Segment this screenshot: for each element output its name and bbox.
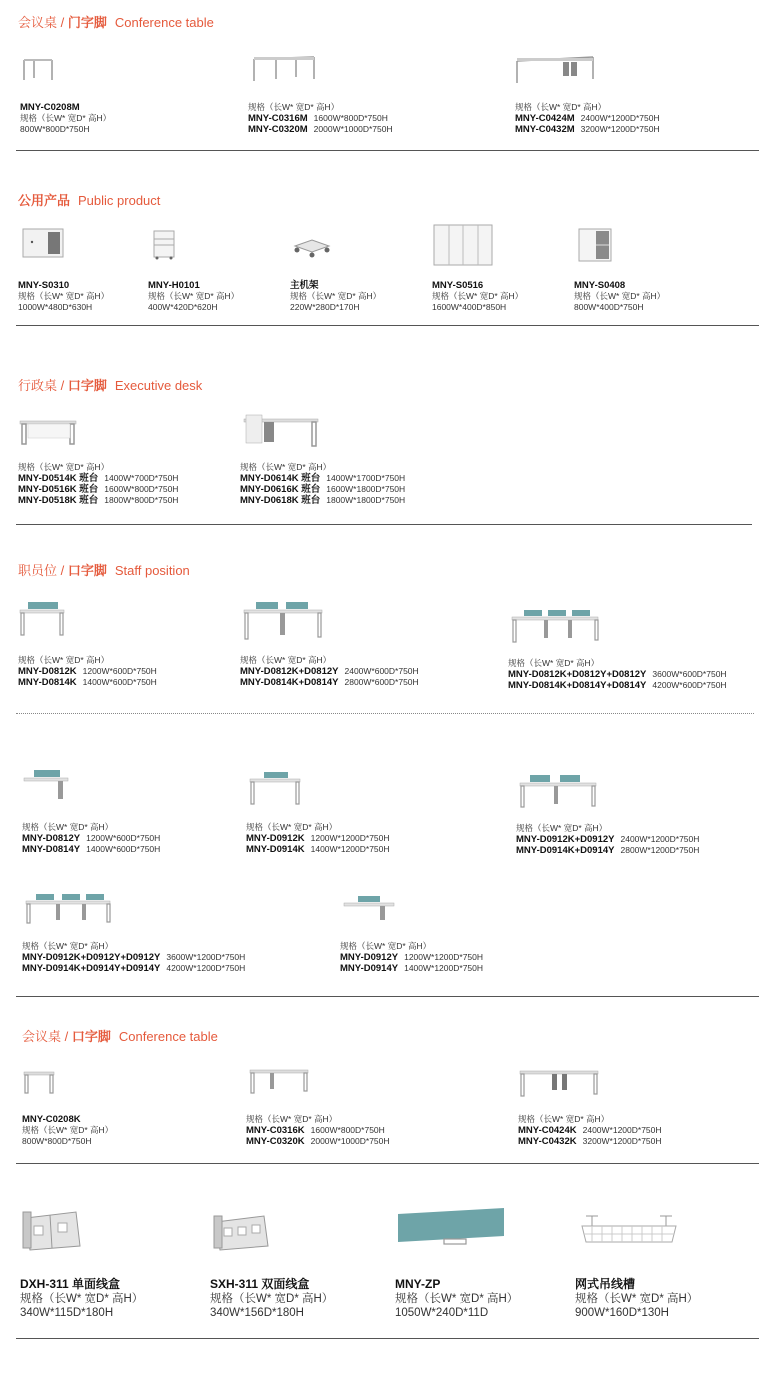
staff-desk-1200-double-image: [518, 773, 600, 809]
screen-panel-image: [396, 1206, 508, 1250]
product-s0408: MNY-S0408 规格（长W* 宽D* 高H） 800W*400D*750H: [574, 280, 666, 312]
double-cable-box-image: [212, 1208, 272, 1252]
product-d0812k-group: 规格（长W* 宽D* 高H） MNY-D0812K 1200W*600D*750H MNY-D0814K 1400W*600D*750H: [18, 655, 157, 688]
low-cabinet-image: [22, 228, 66, 258]
product-d0912y-group: 规格（长W* 宽D* 高H） MNY-D0912Y 1200W*1200D*750H MNY-D0914Y 1400W*1200D*750H: [340, 941, 484, 974]
product-d0912k-group: 规格（长W* 宽D* 高H） MNY-D0912K 1200W*1200D*750H MNY-D0914K 1400W*1200D*750H: [246, 822, 390, 855]
wire-cable-tray-image: [578, 1214, 680, 1248]
section-divider: [16, 524, 752, 525]
conference-table-k-large-image: [518, 1067, 602, 1099]
product-c0424k-group: 规格（长W* 宽D* 高H） MNY-C0424K 2400W*1200D*750H MNY-C0432K 3200W*1200D*750H: [518, 1114, 662, 1147]
product-c0424m-group: 规格（长W* 宽D* 高H） MNY-C0424M 2400W*1200D*750H MNY-C0432M 3200W*1200D*750H: [515, 102, 660, 135]
single-cable-box-image: [20, 1206, 84, 1252]
staff-desk-single-image: [18, 600, 68, 638]
product-d0912k-d0912y-group: 规格（长W* 宽D* 高H） MNY-D0912K+D0912Y 2400W*1200D*750H MNY-D0914K+D0914Y 2800W*1200D*750H: [516, 823, 700, 856]
section-title-conference-m: 会议桌 / 门字脚 Conference table: [18, 15, 214, 30]
bookcase-image: [578, 228, 614, 262]
staff-desk-triple-image: [510, 608, 602, 644]
product-s0310: MNY-S0310 规格（长W* 宽D* 高H） 1000W*480D*630H: [18, 280, 110, 312]
cpu-stand-image: [292, 236, 332, 258]
product-cable-tray: 网式吊线槽 规格（长W* 宽D* 高H） 900W*160D*130H: [575, 1277, 699, 1319]
conference-table-large-image: [515, 55, 597, 85]
section-title-conference-k: 会议桌 / 口字脚 Conference table: [22, 1029, 218, 1044]
section-divider: [16, 1338, 759, 1339]
section-divider: [16, 150, 759, 151]
product-c0316k-group: 规格（长W* 宽D* 高H） MNY-C0316K 1600W*800D*750H MNY-C0320K 2000W*1000D*750H: [246, 1114, 390, 1147]
conference-table-medium-image: [252, 55, 320, 83]
product-c0208m: MNY-C0208M 规格（长W* 宽D* 高H） 800W*800D*750H: [20, 102, 112, 134]
staff-desk-double-image: [242, 600, 326, 642]
section-divider: [16, 1163, 759, 1164]
product-cpu-stand: 主机架 规格（长W* 宽D* 高H） 220W*280D*170H: [290, 280, 382, 312]
product-s0516: MNY-S0516 规格（长W* 宽D* 高H） 1600W*400D*850H: [432, 280, 524, 312]
product-d0614k-group: 规格（长W* 宽D* 高H） MNY-D0614K 班台 1400W*1700D*750H MNY-D0616K 班台 1600W*1800D*750H MNY-D0618K 班台 1800W*1800D*750H: [240, 462, 406, 506]
executive-desk-l-image: [242, 413, 322, 451]
product-zp: MNY-ZP 规格（长W* 宽D* 高H） 1050W*240D*11D: [395, 1277, 519, 1319]
product-c0316m-group: 规格（长W* 宽D* 高H） MNY-C0316M 1600W*800D*750H MNY-C0320M 2000W*1000D*750H: [248, 102, 393, 135]
section-divider-dotted: [16, 713, 754, 714]
staff-desk-1200-image: [248, 770, 304, 806]
product-c0208k: MNY-C0208K 规格（长W* 宽D* 高H） 800W*800D*750H: [22, 1114, 114, 1146]
section-divider: [16, 996, 759, 997]
product-d0812k-triple-group: 规格（长W* 宽D* 高H） MNY-D0812K+D0812Y+D0812Y 3600W*600D*750H MNY-D0814K+D0814Y+D0814Y 4200W*600D*750H: [508, 658, 727, 691]
section-title-public-product: 公用产品 Public product: [18, 193, 161, 208]
product-h0101: MNY-H0101 规格（长W* 宽D* 高H） 400W*420D*620H: [148, 280, 240, 312]
section-title-staff-position: 职员位 / 口字脚 Staff position: [18, 563, 190, 578]
conference-table-small-image: [22, 58, 56, 82]
product-d0912k-triple-group: 规格（长W* 宽D* 高H） MNY-D0912K+D0912Y+D0912Y 3600W*1200D*750H MNY-D0914K+D0914Y+D0914Y 4200W*1200D*750H: [22, 941, 246, 974]
conference-table-k-medium-image: [248, 1066, 312, 1096]
section-title-executive-desk: 行政桌 / 口字脚 Executive desk: [18, 378, 203, 393]
tall-cabinet-image: [433, 224, 495, 266]
product-sxh311: SXH-311 双面线盒 规格（长W* 宽D* 高H） 340W*156D*180H: [210, 1277, 334, 1319]
conference-table-k-small-image: [22, 1070, 58, 1096]
mobile-pedestal-image: [153, 230, 177, 260]
section-divider: [16, 325, 759, 326]
staff-desk-1200-extension-image: [342, 894, 398, 924]
staff-desk-extension-image: [22, 768, 72, 802]
executive-desk-image: [18, 418, 80, 450]
product-d0812k-d0812y-group: 规格（长W* 宽D* 高H） MNY-D0812K+D0812Y 2400W*600D*750H MNY-D0814K+D0814Y 2800W*600D*750H: [240, 655, 419, 688]
product-dxh311: DXH-311 单面线盒 规格（长W* 宽D* 高H） 340W*115D*180H: [20, 1277, 144, 1319]
product-d0812y-group: 规格（长W* 宽D* 高H） MNY-D0812Y 1200W*600D*750H MNY-D0814Y 1400W*600D*750H: [22, 822, 161, 855]
product-d0514k-group: 规格（长W* 宽D* 高H） MNY-D0514K 班台 1400W*700D*750H MNY-D0516K 班台 1600W*800D*750H MNY-D0518K 班台 1800W*800D*750H: [18, 462, 179, 506]
staff-desk-1200-triple-image: [24, 892, 114, 926]
